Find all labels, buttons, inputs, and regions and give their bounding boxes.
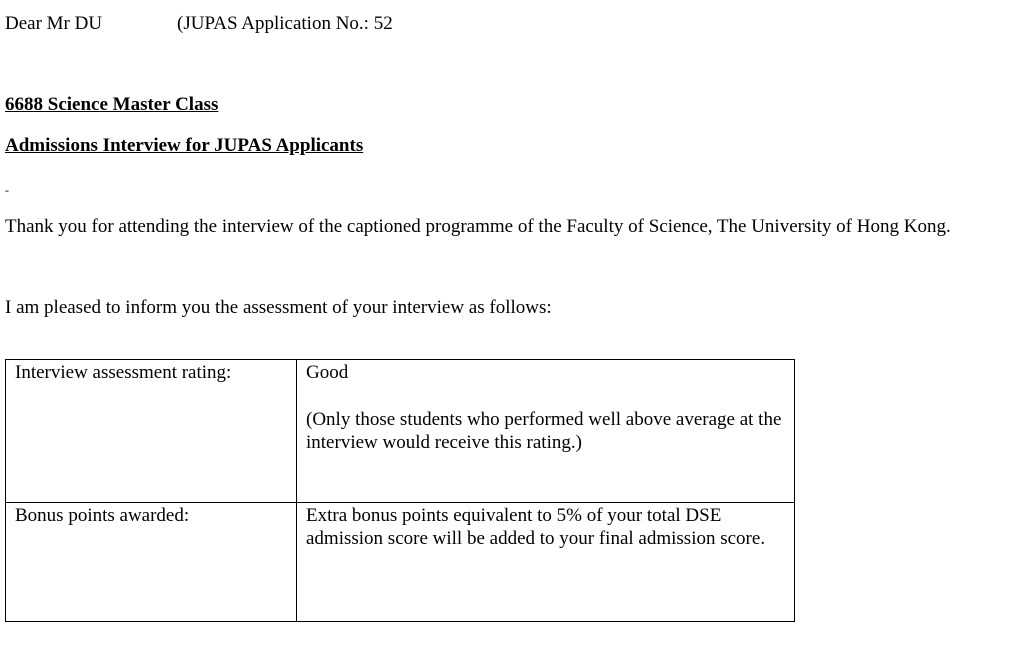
rating-value: Good	[306, 362, 349, 383]
rating-gap	[306, 384, 785, 408]
salutation-line	[5, 12, 393, 35]
table-row-bonus	[6, 503, 795, 622]
rating-label: Interview assessment rating:	[6, 360, 297, 503]
bonus-label: Bonus points awarded:	[6, 503, 297, 622]
subject-title: Admissions Interview for JUPAS Applicants	[5, 135, 364, 156]
application-reference: (JUPAS Application No.: 52	[177, 13, 393, 34]
rating-cell	[297, 360, 795, 503]
programme-title: 6688 Science Master Class	[5, 94, 219, 115]
bonus-value: Extra bonus points equivalent to 5% of your total DSE admission score will be added to your final admission score.	[297, 503, 795, 622]
dash-marker: -	[5, 183, 9, 197]
salutation: Dear Mr DU	[5, 13, 103, 34]
rating-note: (Only those students who performed well above average at the interview would receive this rating.)	[306, 409, 782, 453]
table-row-rating	[6, 360, 795, 503]
assessment-table	[5, 359, 795, 622]
thanks-paragraph: Thank you for attending the interview of the captioned programme of the Faculty of Science, The University of Hong Kong.	[5, 216, 951, 237]
pleased-paragraph: I am pleased to inform you the assessment of your interview as follows:	[5, 297, 552, 318]
